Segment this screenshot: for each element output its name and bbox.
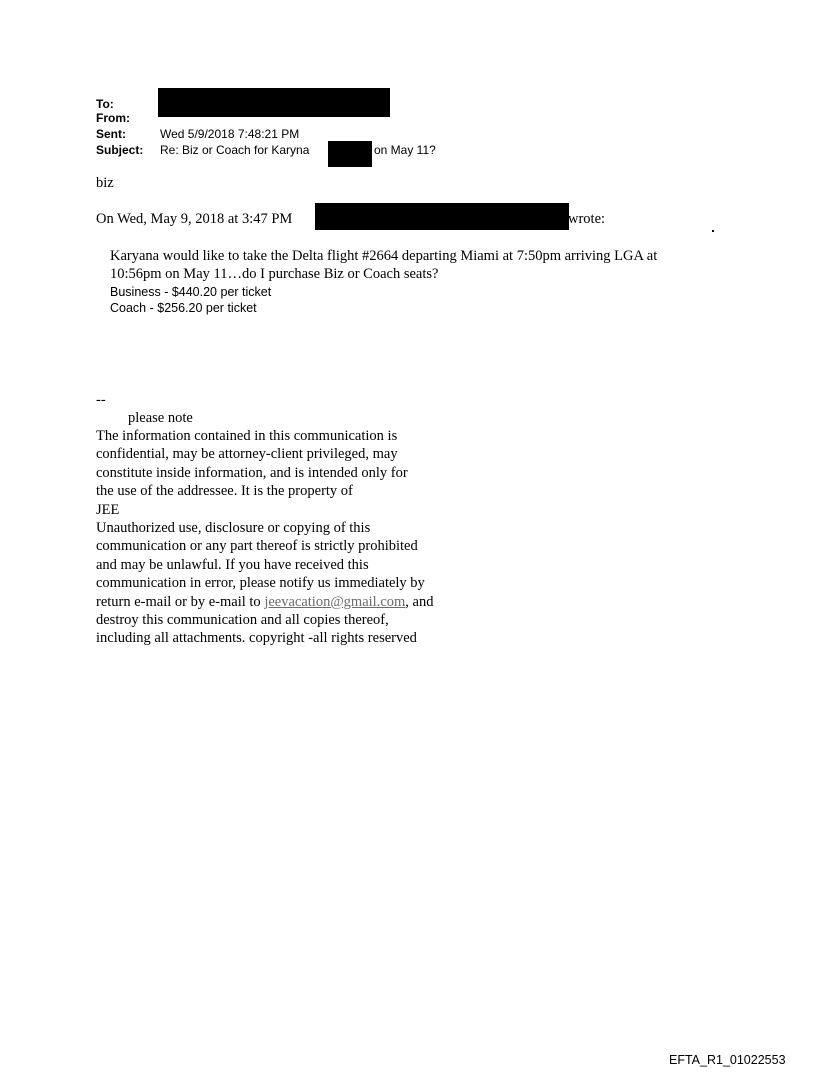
document-id: EFTA_R1_01022553	[669, 1053, 786, 1067]
sent-value: Wed 5/9/2018 7:48:21 PM	[160, 127, 300, 141]
quote-intro: On Wed, May 9, 2018 at 3:47 PM	[96, 211, 293, 227]
reply-body: biz	[96, 175, 114, 191]
subject-prefix: Re: Biz or Coach for Karyna	[160, 143, 310, 157]
from-value-text: jeffrey E.	[160, 103, 208, 117]
return-suffix: , and	[405, 593, 434, 610]
disclaimer-line: constitute inside information, and is intended only for	[96, 464, 408, 481]
disclaimer-line: communication in error, please notify us immediately by	[96, 575, 425, 592]
disclaimer-line: confidential, may be attorney-client privileged, may	[96, 446, 398, 463]
quote-intro-wrote: wrote:	[568, 211, 606, 227]
disclaimer-line: JEE	[96, 501, 120, 518]
disclaimer-line: including all attachments. copyright -all rights reserved	[96, 630, 417, 647]
subject-label: Subject:	[96, 143, 144, 157]
subject-suffix: on May 11?	[374, 143, 436, 157]
signature-dashes: --	[96, 392, 106, 408]
disclaimer-line: Unauthorized use, disclosure or copying of this	[96, 520, 371, 537]
disclaimer-line: and may be unlawful. If you have received this	[96, 556, 369, 573]
disclaimer-line: communication or any part thereof is strictly prohibited	[96, 538, 418, 555]
redaction-sender	[315, 203, 569, 230]
disclaimer-line: the use of the addressee. It is the property of	[96, 483, 353, 500]
disclaimer-text	[96, 427, 433, 648]
redaction-subject	[328, 141, 372, 167]
to-label: To:	[96, 97, 114, 111]
quoted-line-1: Karyana would like to take the Delta flight #2664 departing Miami at 7:50pm arriving LGA at	[110, 248, 658, 264]
disclaimer-line: destroy this communication and all copies thereof,	[96, 612, 389, 629]
stray-mark	[712, 230, 714, 232]
business-price: Business - $440.20 per ticket	[110, 285, 272, 299]
disclaimer-line: The information contained in this communication is	[96, 428, 398, 444]
coach-price: Coach - $256.20 per ticket	[110, 301, 257, 315]
sent-label: Sent:	[96, 127, 126, 141]
return-prefix: return e-mail or by e-mail to	[96, 593, 265, 610]
from-value	[160, 103, 208, 117]
from-label: From:	[96, 111, 130, 125]
disclaimer-line-email	[96, 593, 433, 611]
quoted-line-2: 10:56pm on May 11…do I purchase Biz or Coach seats?	[110, 266, 439, 282]
email-link[interactable]: jeevacation@gmail.com	[264, 593, 406, 610]
signature-note: please note	[128, 410, 193, 426]
